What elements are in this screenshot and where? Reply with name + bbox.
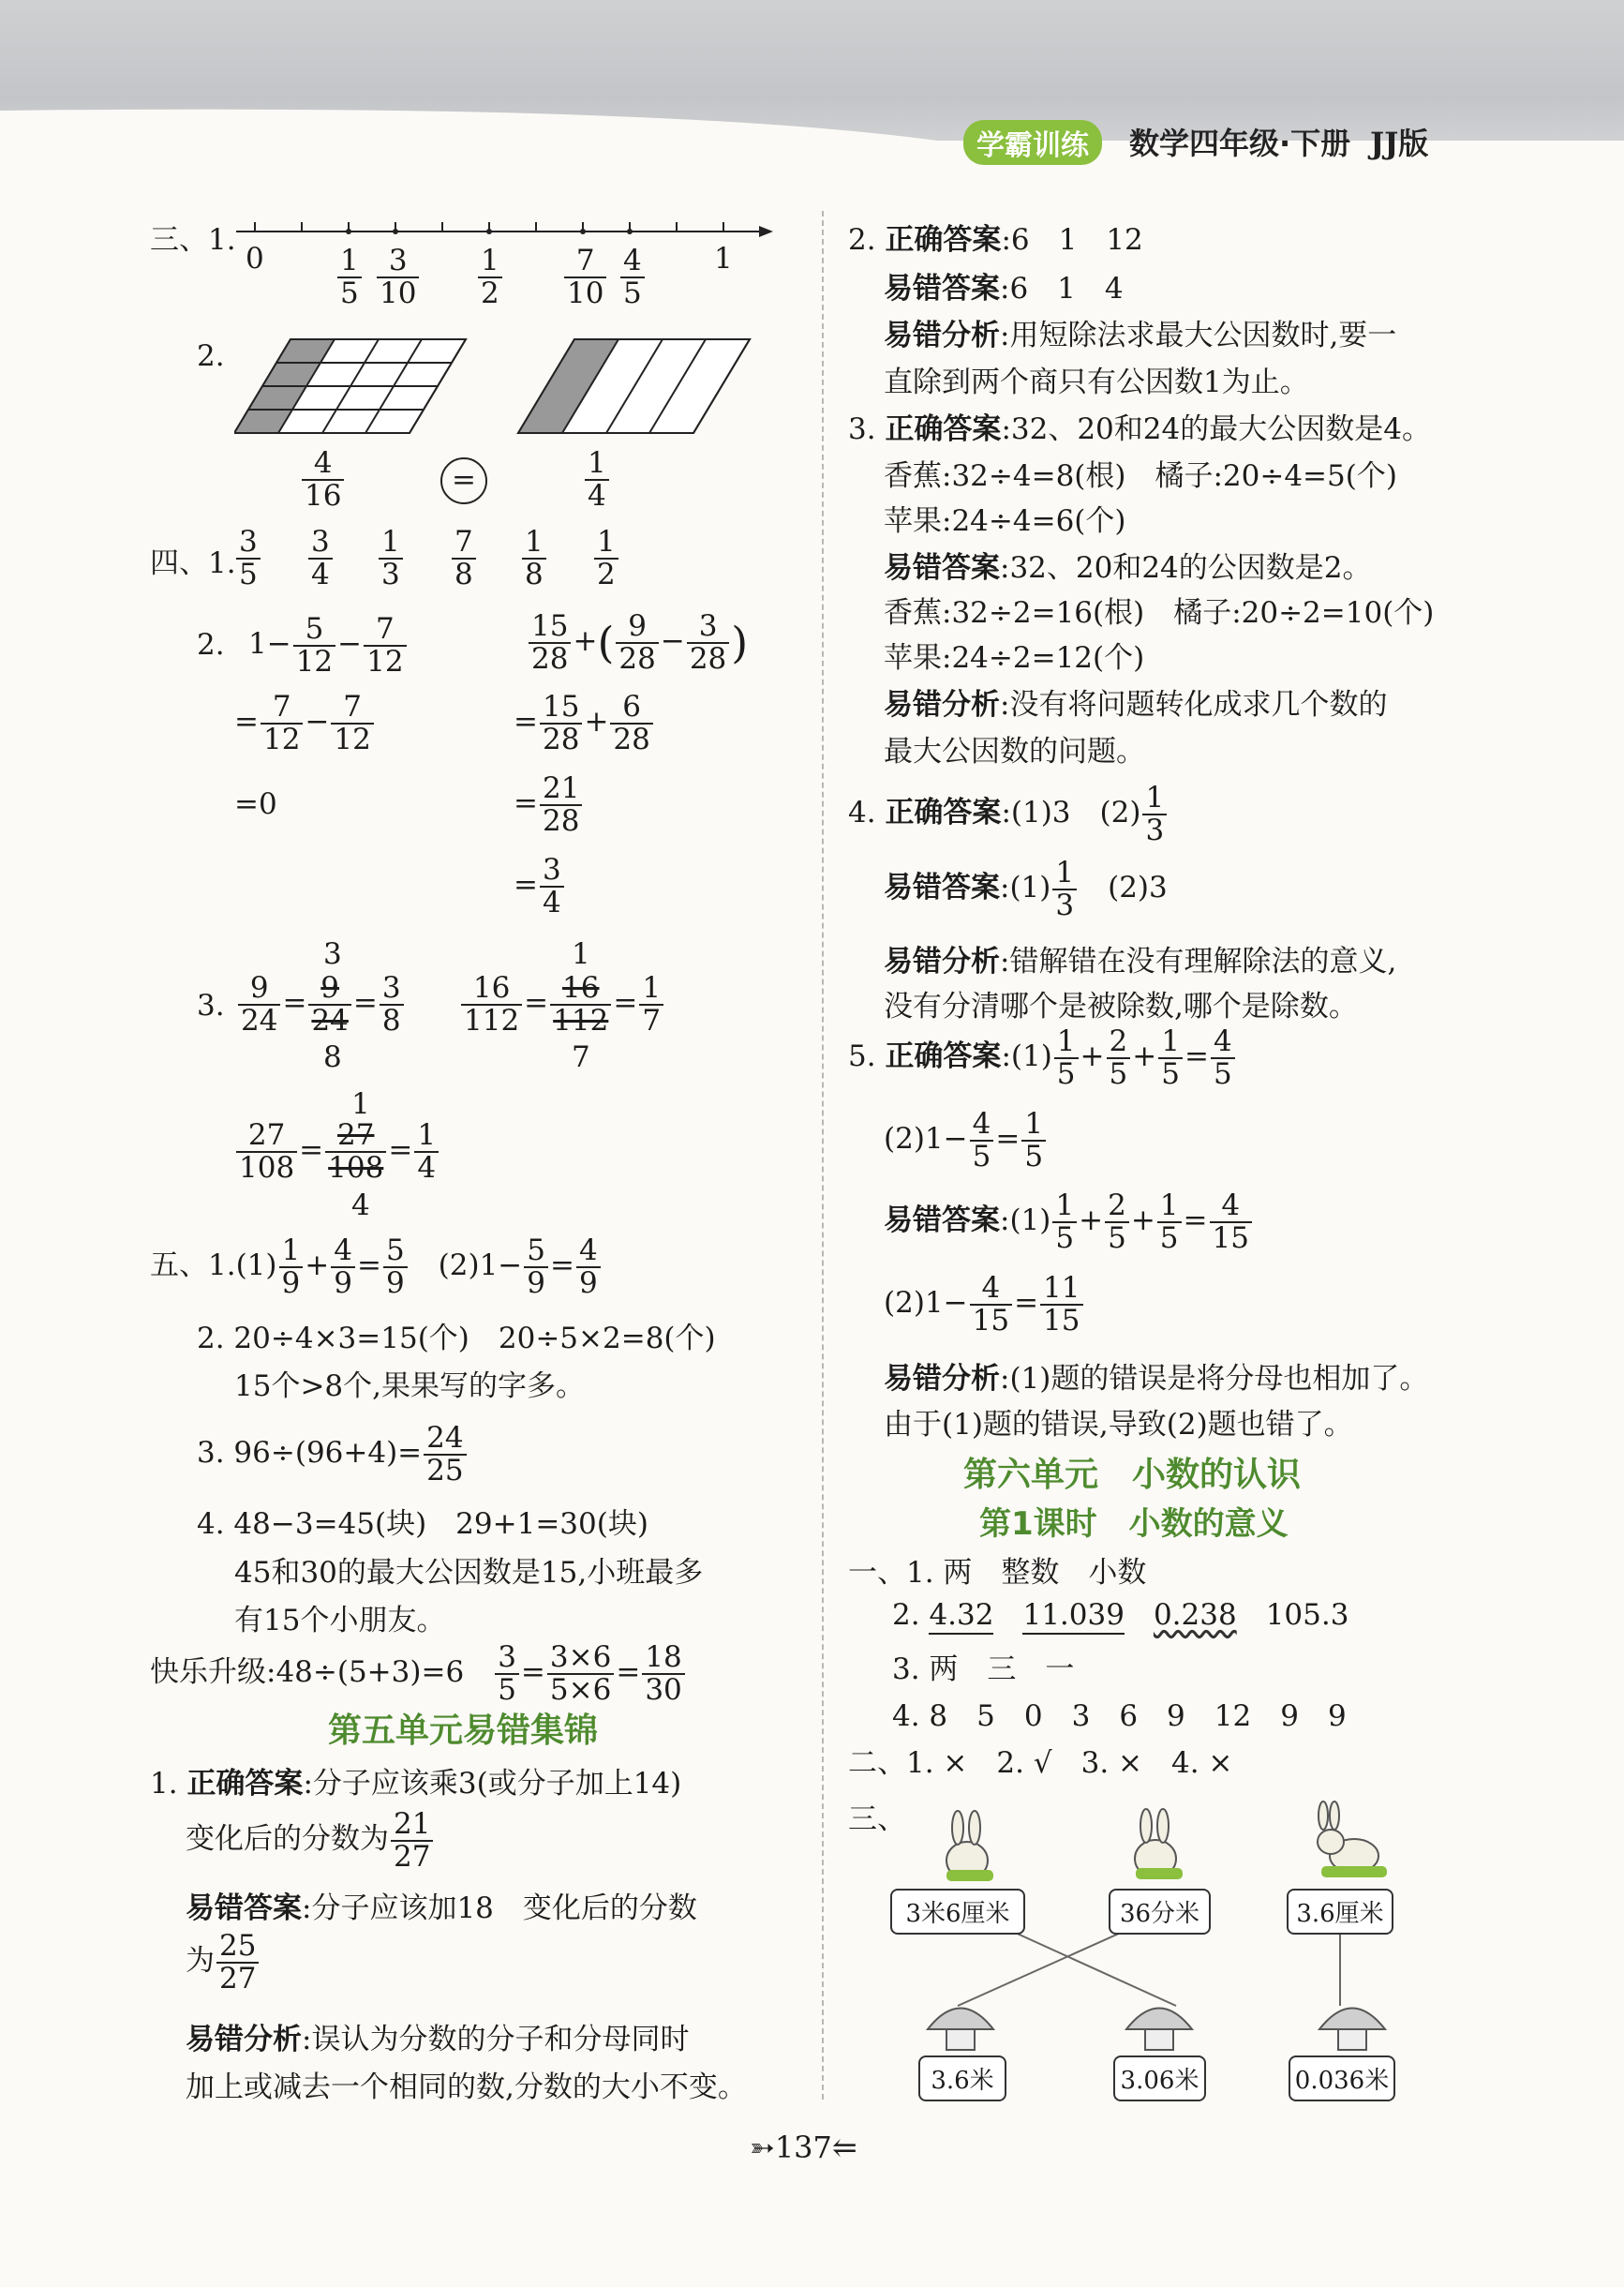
s4-2-left-line2: = $\frac{7}{12}$ − $\frac{7}{12}$ bbox=[234, 692, 376, 755]
s4-2-label: 2. bbox=[197, 628, 225, 662]
reduce-bottom: 4 bbox=[351, 1188, 370, 1222]
brand-logo: 学霸训练 bbox=[963, 120, 1102, 165]
s4-3-label: 3. bbox=[197, 989, 225, 1023]
u6-2: 2. 4.32 11.039 0.238 105.3 bbox=[892, 1598, 1348, 1632]
length-box-top: 36分米 bbox=[1109, 1889, 1211, 1935]
s4-2-right-line1: $\frac{15}{28}$ +( $\frac{9}{28}$ − $\frac{3}{28}$ ) bbox=[527, 611, 748, 674]
q3-correct: 3. 正确答案:32、20和24的最大公因数是4。 bbox=[848, 412, 1431, 446]
s5-4-line1: 4. 48−3=45(块) 29+1=30(块) bbox=[197, 1507, 648, 1541]
s4-2-left-line1: 1− $\frac{5}{12}$ − $\frac{7}{12}$ bbox=[248, 614, 409, 677]
reduce-top: 3 bbox=[323, 937, 342, 971]
q3-wrong-l1: 香蕉:32÷2=16(根) 橘子:20÷2=10(个) bbox=[884, 596, 1435, 630]
q3-correct-l1: 香蕉:32÷4=8(根) 橘子:20÷4=5(个) bbox=[884, 459, 1397, 493]
u6-3: 3. 两 三 一 bbox=[892, 1652, 1075, 1686]
length-box-top: 3.6厘米 bbox=[1287, 1889, 1393, 1935]
q4-wrong: 易错答案:(1) $\frac{1}{3}$ (2)3 bbox=[884, 856, 1168, 922]
q5-analysis-2: 由于(1)题的错误,导致(2)题也错了。 bbox=[884, 1408, 1353, 1442]
length-box-bottom: 3.6米 bbox=[918, 2055, 1006, 2101]
q2-analysis: 易错分析:用短除法求最大公因数时,要一 bbox=[884, 319, 1397, 352]
s4-1-frac: $\frac{1}{3}$ bbox=[379, 527, 403, 590]
s5-1-line: 五、1.(1) $\frac{1}{9}$ + $\frac{4}{9}$ = $\frac{5}{9}$ (2)1− $\frac{5}{9}$ = $\frac{4}{9}$ bbox=[150, 1235, 603, 1298]
reduce-a: $\frac{9}{24}$ = $\frac{9}{24}$ = $\frac{3}{8}$ bbox=[236, 973, 406, 1036]
s5-4-line3: 有15个小朋友。 bbox=[234, 1604, 446, 1637]
s4-2-left-line3: =0 bbox=[234, 787, 277, 821]
q2-correct: 2. 正确答案:6 1 12 bbox=[848, 223, 1143, 257]
q4-analysis-2: 没有分清哪个是被除数,哪个是除数。 bbox=[884, 990, 1358, 1024]
s3-2-equal-circle: = bbox=[440, 457, 487, 504]
s4-2-right-line2: = $\frac{15}{28}$ + $\frac{6}{28}$ bbox=[514, 692, 655, 755]
s3-2-left-frac: $\frac{4}{16}$ bbox=[302, 448, 344, 511]
q3-analysis-2: 最大公因数的问题。 bbox=[884, 735, 1145, 769]
q3-wrong: 易错答案:32、20和24的公因数是2。 bbox=[884, 551, 1372, 585]
nl-frac-1-2: $\frac{1}{2}$ bbox=[478, 246, 502, 308]
lesson-title: 第1课时 小数的意义 bbox=[979, 1505, 1289, 1543]
u6-6-label: 三、 bbox=[848, 1802, 906, 1836]
s5-2-line1: 2. 20÷4×3=15(个) 20÷5×2=8(个) bbox=[197, 1322, 716, 1355]
s5-3-line: 3. 96÷(96+4)= $\frac{24}{25}$ bbox=[197, 1423, 469, 1486]
u6-5: 二、1. × 2. √ 3. × 4. × bbox=[848, 1746, 1233, 1780]
s4-1-label: 四、1. bbox=[150, 546, 236, 580]
q1-changed: 变化后的分数为 $\frac{21}{27}$ bbox=[186, 1809, 435, 1872]
q1-analysis: 易错分析:误认为分数的分子和分母同时 bbox=[186, 2023, 690, 2056]
s5-4-line2: 45和30的最大公因数是15,小班最多 bbox=[234, 1556, 704, 1590]
reduce-bottom: 7 bbox=[572, 1040, 590, 1074]
q5-analysis: 易错分析:(1)题的错误是将分母也相加了。 bbox=[884, 1362, 1429, 1396]
reduce-top: 1 bbox=[572, 937, 590, 971]
unit5-title: 第五单元易错集锦 bbox=[328, 1712, 599, 1750]
s4-2-right-line4: = $\frac{3}{4}$ bbox=[514, 855, 566, 918]
unit6-title: 第六单元 小数的认识 bbox=[963, 1456, 1302, 1494]
happy-upgrade: 快乐升级:48÷(5+3)=6 $\frac{3}{5}$ = $\frac{3\times 6}{5\times 6}$ = $\frac{18}{30}$ bbox=[150, 1642, 687, 1705]
q3-wrong-l2: 苹果:24÷2=12(个) bbox=[884, 641, 1145, 675]
nl-frac-4-5: $\frac{4}{5}$ bbox=[620, 246, 645, 308]
q3-correct-l2: 苹果:24÷4=6(个) bbox=[884, 504, 1126, 538]
s3-2-label: 2. bbox=[197, 339, 225, 373]
nl-frac-3-10: $\frac{3}{10}$ bbox=[377, 246, 419, 308]
parallelogram-diagrams bbox=[234, 337, 759, 441]
s5-2-line2: 15个>8个,果果写的字多。 bbox=[234, 1369, 585, 1403]
q4-correct: 4. 正确答案:(1)3 (2) $\frac{1}{3}$ bbox=[848, 783, 1169, 845]
reduce-c: $\frac{27}{108}$ = $\frac{27}{108}$ = $\frac{1}{4}$ bbox=[234, 1120, 440, 1183]
page-number: ➳137⥢ bbox=[750, 2130, 857, 2165]
book-version: JJ版 bbox=[1370, 126, 1429, 161]
length-box-top: 3米6厘米 bbox=[890, 1889, 1025, 1935]
q1-wrong: 易错答案:分子应该加18 变化后的分数 bbox=[186, 1891, 697, 1925]
q1-correct: 1. 正确答案:分子应该乘3(或分子加上14) bbox=[150, 1767, 682, 1801]
s3-2-right-frac: $\frac{1}{4}$ bbox=[585, 448, 609, 511]
s4-1-frac: $\frac{1}{2}$ bbox=[594, 527, 618, 590]
nl-zero: 0 bbox=[246, 242, 264, 276]
s4-1-frac: $\frac{3}{5}$ bbox=[236, 527, 261, 590]
s4-1-frac: $\frac{1}{8}$ bbox=[522, 527, 546, 590]
q5-wrong: 易错答案:(1) $\frac{1}{5}$ + $\frac{2}{5}$ + $\frac{1}{5}$ = $\frac{4}{15}$ bbox=[884, 1190, 1254, 1253]
q2-wrong: 易错答案:6 1 4 bbox=[884, 272, 1124, 306]
q1-analysis-2: 加上或减去一个相同的数,分数的大小不变。 bbox=[186, 2070, 747, 2104]
s4-2-right-line3: = $\frac{21}{28}$ bbox=[514, 773, 584, 836]
rabbits-mushrooms-figure bbox=[890, 1795, 1396, 2076]
q5-correct-2: (2)1− $\frac{4}{5}$ = $\frac{1}{5}$ bbox=[884, 1109, 1048, 1172]
s3-1-label: 三、1. bbox=[150, 223, 236, 257]
reduce-b: $\frac{16}{112}$ = $\frac{16}{112}$ = $\frac{1}{7}$ bbox=[459, 973, 665, 1036]
nl-frac-7-10: $\frac{7}{10}$ bbox=[564, 246, 606, 308]
u6-4: 4. 8 5 0 3 6 9 12 9 9 bbox=[892, 1699, 1347, 1733]
q3-analysis: 易错分析:没有将问题转化成求几个数的 bbox=[884, 688, 1388, 722]
nl-frac-1-5: $\frac{1}{5}$ bbox=[337, 246, 362, 308]
q1-wrong-2: 为 $\frac{25}{27}$ bbox=[186, 1931, 261, 1994]
reduce-top: 1 bbox=[351, 1087, 370, 1121]
length-box-bottom: 3.06米 bbox=[1113, 2055, 1206, 2101]
book-title: 数学四年级·下册 bbox=[1129, 126, 1351, 161]
nl-one: 1 bbox=[714, 242, 733, 276]
s4-1-frac: $\frac{7}{8}$ bbox=[452, 527, 476, 590]
column-divider bbox=[822, 211, 824, 2100]
number-line bbox=[234, 211, 778, 248]
q5-wrong-2: (2)1− $\frac{4}{15}$ = $\frac{11}{15}$ bbox=[884, 1273, 1085, 1336]
q2-analysis-2: 直除到两个商只有公因数1为止。 bbox=[884, 366, 1309, 399]
length-box-bottom: 0.036米 bbox=[1289, 2055, 1395, 2101]
u6-1: 一、1. 两 整数 小数 bbox=[848, 1556, 1147, 1590]
s4-1-frac: $\frac{3}{4}$ bbox=[308, 527, 333, 590]
q4-analysis: 易错分析:错解错在没有理解除法的意义, bbox=[884, 945, 1397, 979]
reduce-bottom: 8 bbox=[323, 1040, 342, 1074]
q5-correct: 5. 正确答案:(1) $\frac{1}{5}$ + $\frac{2}{5}$ + $\frac{1}{5}$ = $\frac{4}{5}$ bbox=[848, 1026, 1237, 1089]
